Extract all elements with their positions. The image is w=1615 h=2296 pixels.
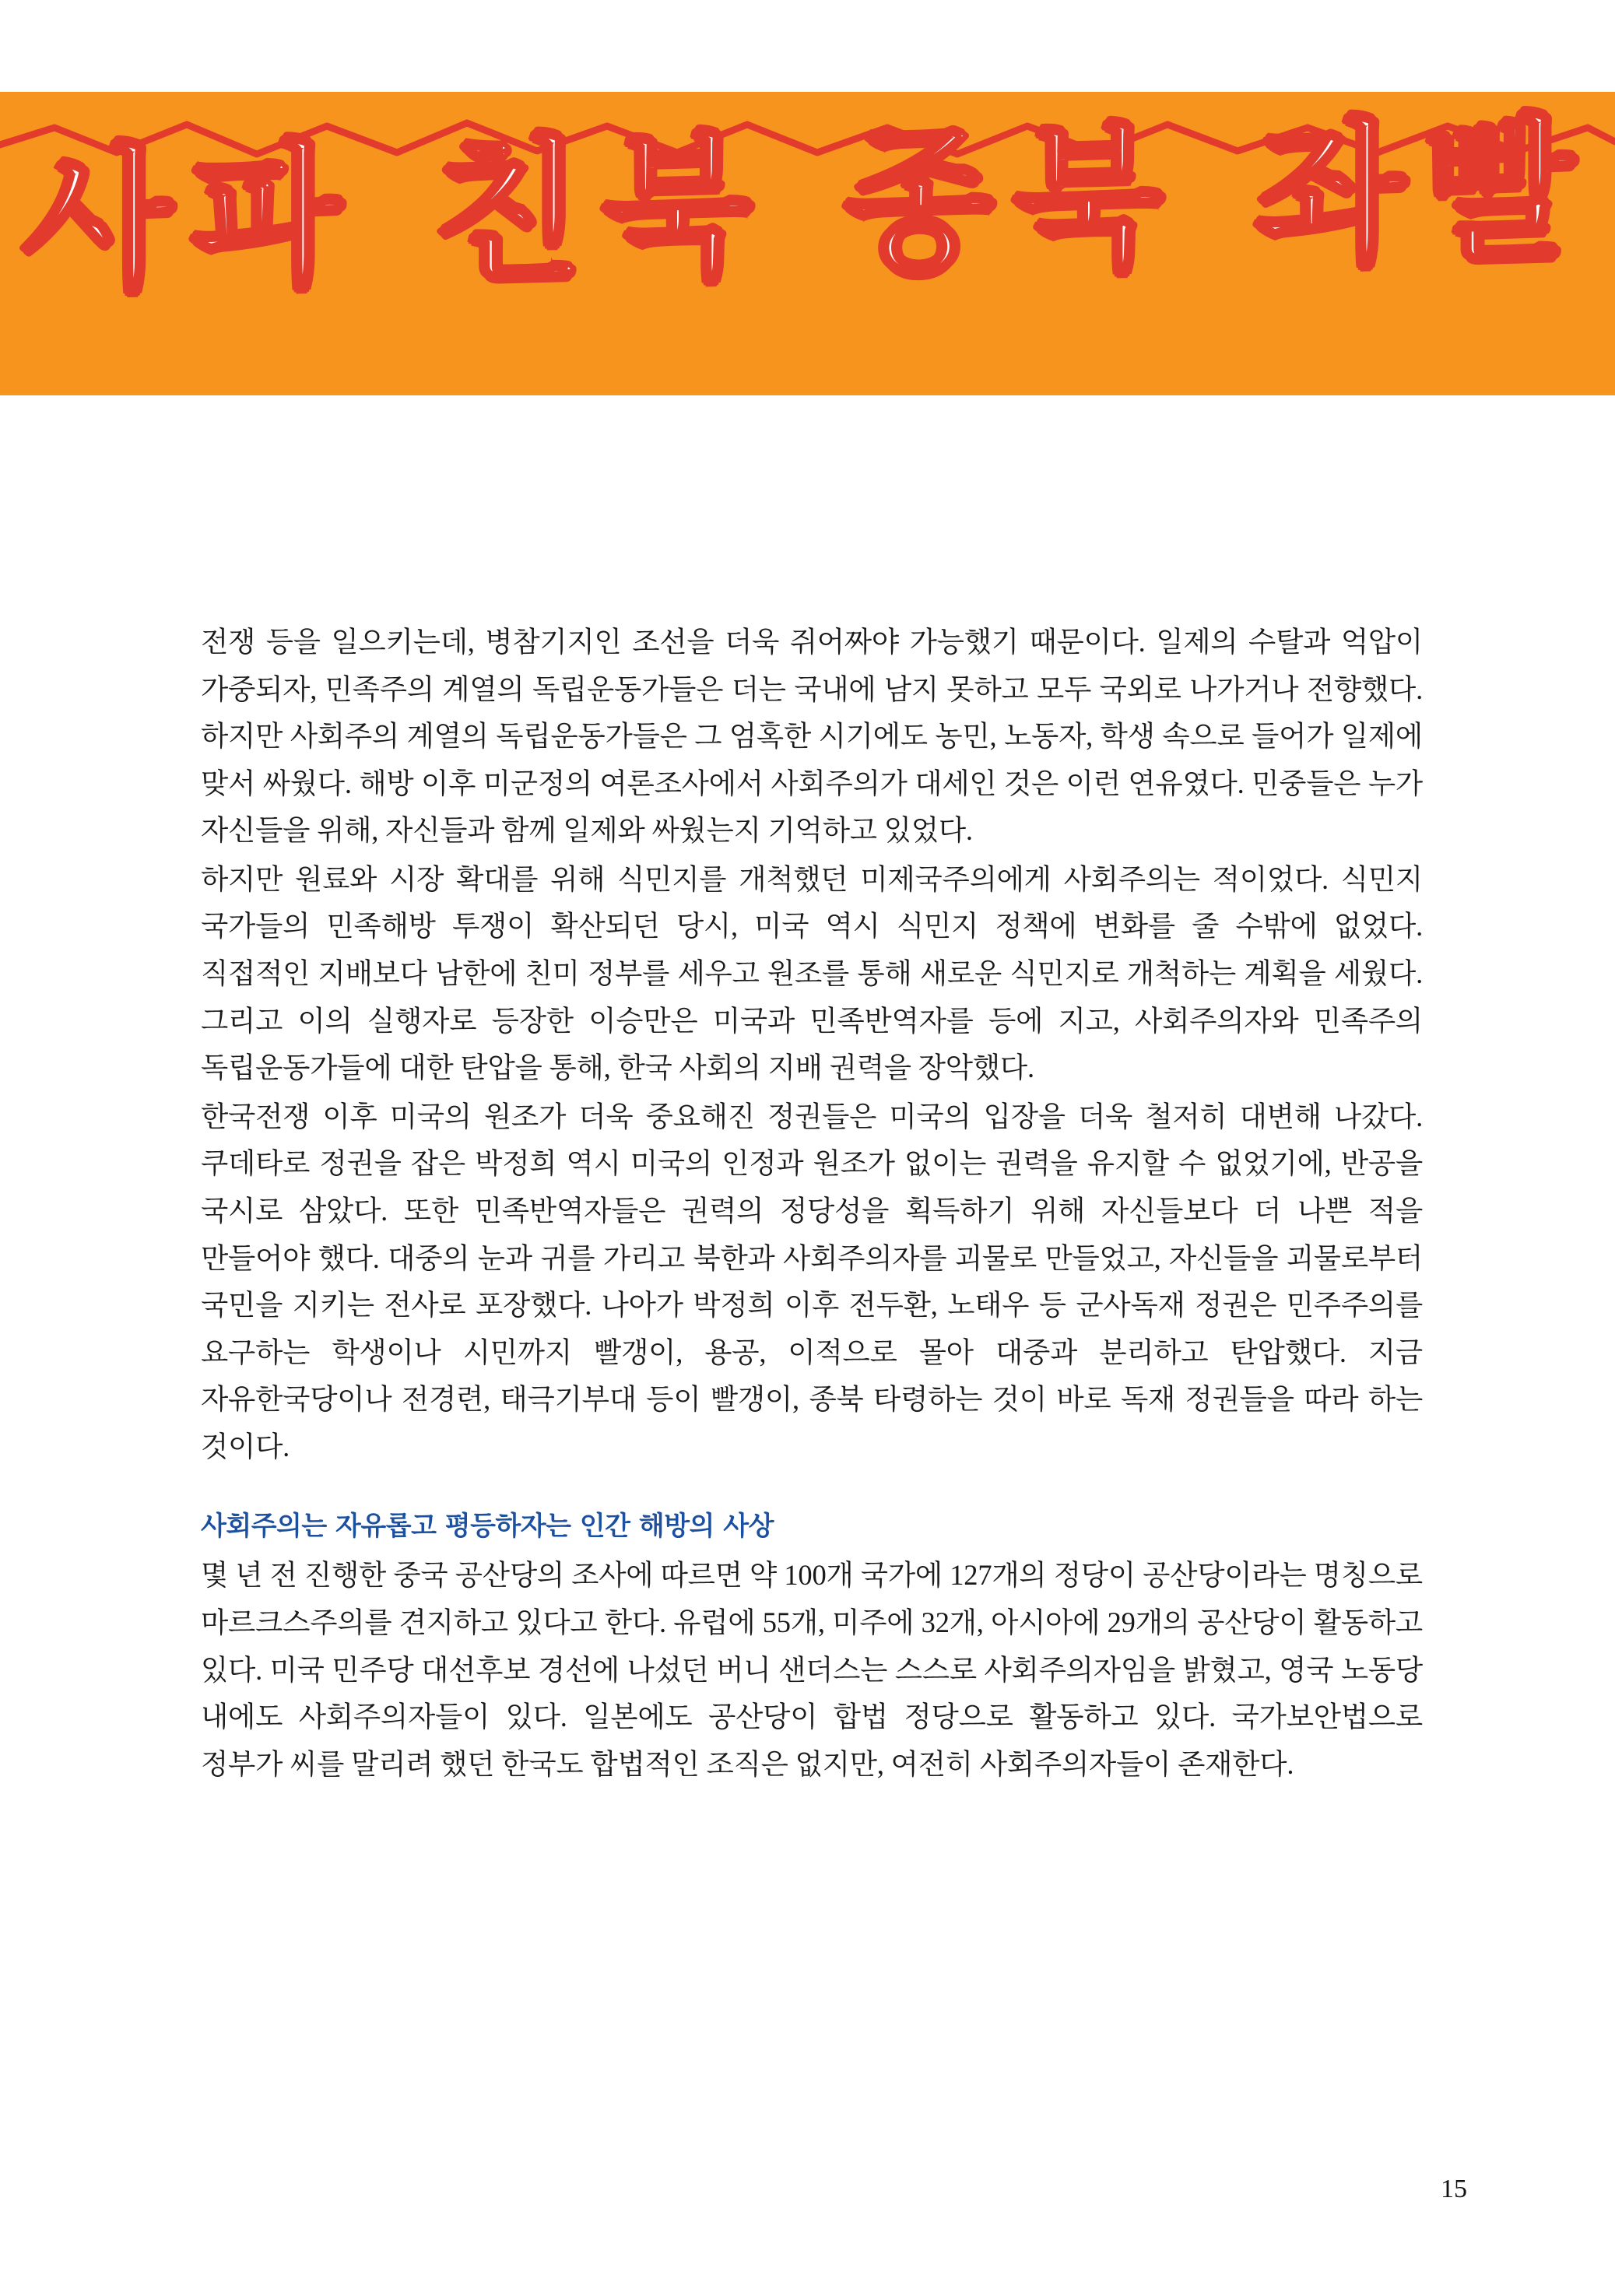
- paragraph-2: 하지만 원료와 시장 확대를 위해 식민지를 개척했던 미제국주의에게 사회주의는 적이었다. 식민지 국가들의 민족해방 투쟁이 확산되던 당시, 미국 역시 식민지 정책에 변화를 줄 수밖에 없었다. 직접적인 지배보다 남한에 친미 정부를 세우고 원조를 통해 새로운 식민지로 개척하는 계획을 세웠다. 그리고 이의 실행자로 등장한 이승만은 미국과 민족반역자를 등에 지고, 사회주의자와 민족주의 독립운동가들에 대한 탄압을 통해, 한국 사회의 지배 권력을 장악했다.: [201, 862, 1423, 1084]
- section-spacer: [201, 1472, 1423, 1504]
- section-heading: 사회주의는 자유롭고 평등하자는 인간 해방의 사상: [201, 1511, 774, 1543]
- header-banner: [0, 92, 1615, 395]
- paragraph-3: 한국전쟁 이후 미국의 원조가 더욱 중요해진 정권들은 미국의 입장을 더욱 철저히 대변해 나갔다. 쿠데타로 정권을 잡은 박정희 역시 미국의 인정과 원조가 없이는 권력을 유지할 수 없었기에, 반공을 국시로 삼았다. 또한 민족반역자들은 권력의 정당성을 획득하기 위해 자신들보다 더 나쁜 적을 만들어야 했다. 대중의 눈과 귀를 가리고 북한과 사회주의자를 괴물로 만들었고, 자신들을 괴물로부터 국민을 지키는 전사로 포장했다. 나아가 박정희 이후 전두환, 노태우 등 군사독재 정권은 민주주의를 요구하는 학생이나 시민까지 빨갱이, 용공, 이적으로 몰아 대중과 분리하고 탄압했다. 지금 자유한국당이나 전경련, 태극기부대 등이 빨갱이, 종북 타령하는 것이 바로 독재 정권들을 따라 하는 것이다.: [201, 1100, 1423, 1462]
- paragraph-4: 몇 년 전 진행한 중국 공산당의 조사에 따르면 약 100개 국가에 127개의 정당이 공산당이라는 명칭으로 마르크스주의를 견지하고 있다고 한다. 유럽에 55개, 미주에 32개, 아시아에 29개의 공산당이 활동하고 있다. 미국 민주당 대선후보 경선에 나섰던 버니 샌더스는 스스로 사회주의자임을 밝혔고, 영국 노동당 내에도 사회주의자들이 있다. 일본에도 공산당이 합법 정당으로 활동하고 있다. 국가보안법으로 정부가 씨를 말리려 했던 한국도 합법적인 조직은 없지만, 여전히 사회주의자들이 존재한다.: [201, 1559, 1423, 1780]
- banner-title: 사파 친북 종북 좌빨: [22, 99, 1593, 314]
- page-number: 15: [1441, 2175, 1467, 2203]
- article-body: [201, 619, 1423, 1789]
- paragraph-1: 전쟁 등을 일으키는데, 병참기지인 조선을 더욱 쥐어짜야 가능했기 때문이다. 일제의 수탈과 억압이 가중되자, 민족주의 계열의 독립운동가들은 더는 국내에 남지 못하고 모두 국외로 나가거나 전향했다. 하지만 사회주의 계열의 독립운동가들은 그 엄혹한 시기에도 농민, 노동자, 학생 속으로 들어가 일제에 맞서 싸웠다. 해방 이후 미군정의 여론조사에서 사회주의가 대세인 것은 이런 연유였다. 민중들은 누가 자신들을 위해, 자신들과 함께 일제와 싸웠는지 기억하고 있었다.: [201, 626, 1423, 847]
